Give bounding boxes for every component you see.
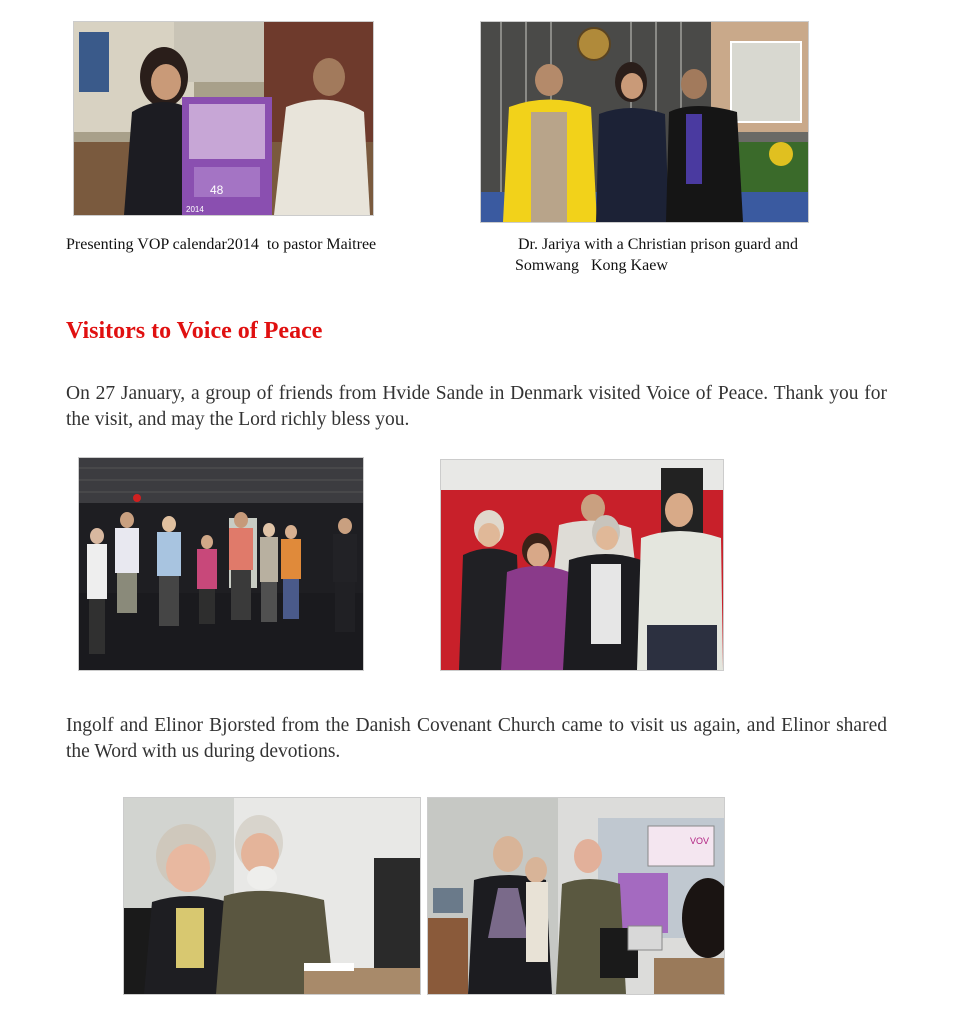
office-sign-text: VOV	[690, 836, 710, 846]
caption-prison-guard-line2: Somwang Kong Kaew	[515, 257, 668, 274]
photo-red-wall-group	[440, 459, 724, 671]
paragraph-bjorsted-visit: Ingolf and Elinor Bjorsted from the Danish Covenant Church came to visit us again, and Elinor shared the Word with us during devotions.	[66, 715, 887, 762]
caption-prison-guard-line1: Dr. Jariya with a Christian prison guard and	[518, 236, 798, 253]
section-heading: Visitors to Voice of Peace	[66, 318, 323, 344]
photo-calendar-presentation	[73, 21, 374, 216]
photo-prison-guard-group	[480, 21, 809, 223]
photo-ingolf-elinor	[123, 797, 421, 995]
photo-office-visit	[427, 797, 725, 995]
photo-studio-group	[78, 457, 364, 671]
caption-calendar-presentation: Presenting VOP calendar2014 to pastor Maitree	[66, 236, 377, 253]
calendar-number: 48	[210, 183, 224, 197]
calendar-year: 2014	[186, 205, 204, 214]
paragraph-hvide-sande: On 27 January, a group of friends from Hvide Sande in Denmark visited Voice of Peace. Thank you for the visit, and may the Lord richly bless you.	[66, 383, 887, 430]
